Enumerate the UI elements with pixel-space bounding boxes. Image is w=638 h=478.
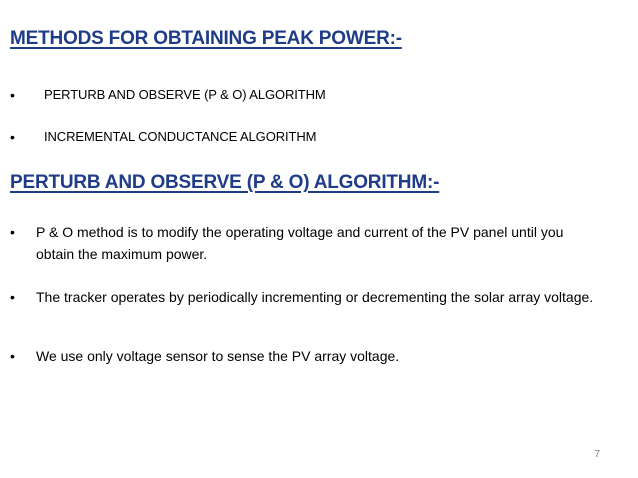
method-item-inc bbox=[10, 126, 316, 148]
point-text: We use only voltage sensor to sense the PV array voltage. bbox=[36, 348, 400, 364]
method-item-po bbox=[10, 84, 326, 106]
point-item-2 bbox=[10, 286, 610, 308]
heading-methods: METHODS FOR OBTAINING PEAK POWER:- bbox=[10, 28, 402, 49]
point-item-1 bbox=[10, 221, 610, 265]
bullet-icon: • bbox=[10, 348, 15, 364]
page-number: 7 bbox=[594, 449, 600, 460]
bullet-icon: • bbox=[10, 289, 15, 305]
bullet-icon: • bbox=[10, 224, 15, 240]
heading-po-algorithm: PERTURB AND OBSERVE (P & O) ALGORITHM:- bbox=[10, 172, 440, 193]
point-item-3 bbox=[10, 345, 610, 367]
point-text: The tracker operates by periodically incrementing or decrementing the solar array voltage. bbox=[36, 289, 594, 305]
method-label: INCREMENTAL CONDUCTANCE ALGORITHM bbox=[44, 129, 317, 144]
point-text: P & O method is to modify the operating voltage and current of the PV panel until you obtain the maximum power. bbox=[36, 224, 564, 262]
bullet-icon: • bbox=[10, 129, 15, 145]
bullet-icon: • bbox=[10, 87, 15, 103]
method-label: PERTURB AND OBSERVE (P & O) ALGORITHM bbox=[44, 87, 326, 102]
